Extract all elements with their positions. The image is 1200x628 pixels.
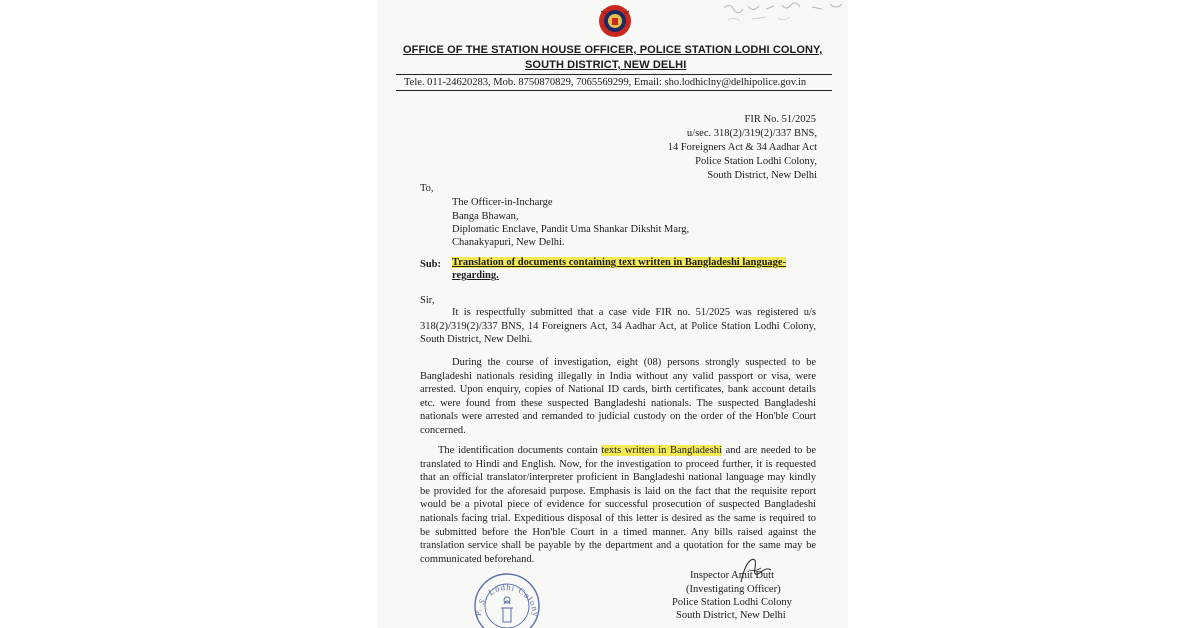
fir-number: FIR No. 51/2025 bbox=[744, 114, 816, 125]
svg-text:P. S. Lodhi Colony bbox=[473, 582, 541, 618]
paragraph-2: During the course of investigation, eight (08) persons strongly suspected to be Bangladeshi nationals residing illegally in India without any valid passport or visa, were arrested. Upon enquiry, copies of National ID cards, birth certificates, bank account details etc. were found from these suspected Bangladeshi nationals. The suspected Bangladeshi nationals were arrested and remanded to judicial custody on the order of the Hon'ble Court concerned. bbox=[420, 357, 816, 436]
fir-district: South District, New Delhi bbox=[707, 170, 817, 181]
stamp-text: P. S. Lodhi Colony bbox=[472, 581, 542, 618]
signature-station: Police Station Lodhi Colony bbox=[672, 597, 792, 608]
letterhead-contact: Tele. 011-24620283, Mob. 8750870829, 7065569299, Email: sho.lodhiclny@delhipolice.gov.in bbox=[404, 77, 807, 88]
letterhead-title-line1: OFFICE OF THE STATION HOUSE OFFICER, POLICE STATION LODHI COLONY, bbox=[403, 44, 823, 56]
paragraph-3-start: The identification documents contain bbox=[438, 445, 602, 456]
addressee-line1: The Officer-in-Incharge bbox=[452, 197, 553, 208]
fir-acts: 14 Foreigners Act & 34 Aadhar Act bbox=[667, 142, 817, 153]
addressee-line2: Banga Bhawan, bbox=[452, 211, 519, 222]
addressee-line3: Diplomatic Enclave, Pandit Uma Shankar Dikshit Marg, bbox=[452, 224, 690, 235]
police-station-stamp bbox=[471, 570, 543, 628]
paragraph-3 bbox=[420, 444, 816, 566]
subject-line2: regarding. bbox=[452, 270, 499, 282]
signature-role: (Investigating Officer) bbox=[686, 584, 781, 595]
letterhead-rule-top bbox=[396, 74, 832, 75]
paragraph-3-rest: and are needed to be translated to Hindi and English. Now, for the investigation to proceed further, it is requested that an official translator/interpreter proficient in Bangladeshi national language may kindly be provided for the aforesaid purpose. Emphasis is laid on the fact that the requisite report would be a pivotal piece of evidence for successful prosecution of suspected Bangladeshi nationals facing trial. Expeditious disposal of this letter is desired as the same is required to be submitted before the Hon'ble Court in a timed manner. Any bills raised against the translation service shall be payable by the department and a quotation for the same may be communicated beforehand. bbox=[420, 445, 816, 565]
letterhead-rule-bottom bbox=[396, 90, 832, 91]
paragraph-1: It is respectfully submitted that a case vide FIR no. 51/2025 was registered u/s 318(2)/319(2)/337 BNS, 14 Foreigners Act, 34 Aadhar Act, at Police Station Lodhi Colony, South District, New Delhi. bbox=[420, 307, 816, 346]
addressee-line4: Chanakyapuri, New Delhi. bbox=[452, 237, 565, 248]
handwritten-note-mark bbox=[722, 0, 852, 24]
subject-line1: Translation of documents containing text written in Bangladeshi language- bbox=[452, 257, 787, 268]
signature-district: South District, New Delhi bbox=[676, 610, 786, 621]
subject-label: Sub: bbox=[420, 259, 442, 270]
to-label: To, bbox=[420, 183, 434, 194]
subject-text bbox=[452, 256, 786, 283]
salutation: Sir, bbox=[420, 295, 435, 306]
police-emblem-icon bbox=[597, 3, 633, 39]
fir-station: Police Station Lodhi Colony, bbox=[695, 156, 817, 167]
fir-sections: u/sec. 318(2)/319(2)/337 BNS, bbox=[686, 128, 817, 139]
letterhead-title-line2: SOUTH DISTRICT, NEW DELHI bbox=[525, 59, 687, 71]
signature-name: Inspector Amit Dutt bbox=[690, 570, 774, 581]
paragraph-3-highlight: texts written in Bangladeshi bbox=[601, 445, 722, 456]
